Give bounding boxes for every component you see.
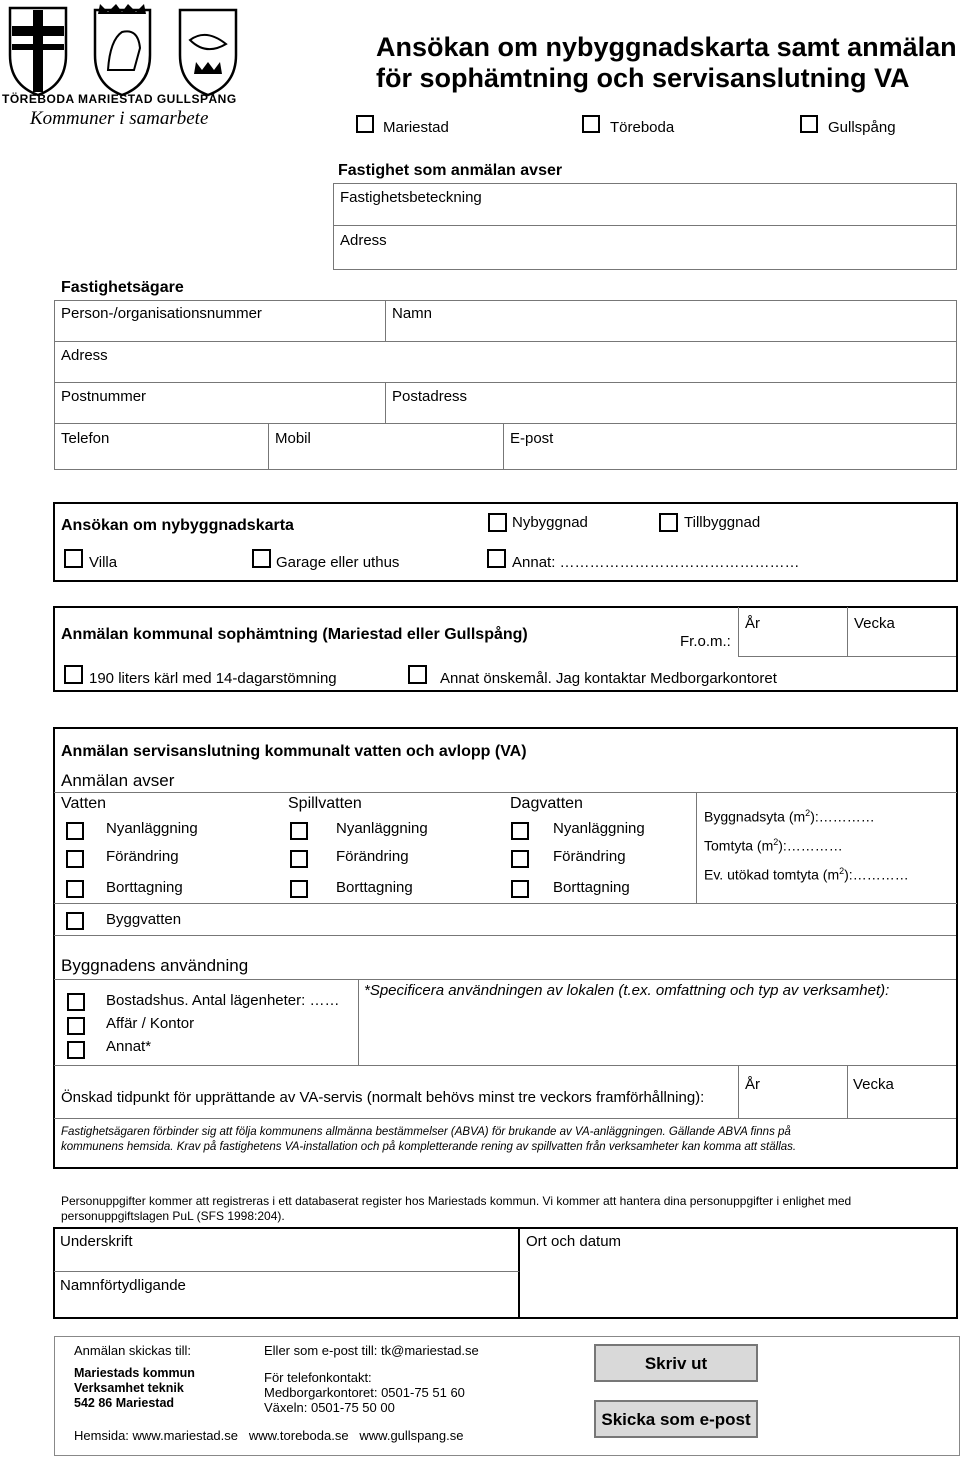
owner-postal-address-label: Postadress xyxy=(392,388,468,405)
send-to-label: Anmälan skickas till: xyxy=(74,1343,192,1358)
extended-plot-field[interactable] xyxy=(704,866,909,883)
desired-year-field[interactable] xyxy=(738,1066,848,1118)
building-area-sup: 2 xyxy=(805,808,811,818)
waste-option-190l-checkbox[interactable] xyxy=(64,665,83,684)
usage-shop-label: Affär / Kontor xyxy=(106,1015,195,1032)
owner-phone-label: Telefon xyxy=(61,430,110,447)
spillvatten-change-checkbox[interactable] xyxy=(290,850,308,868)
owner-email-label: E-post xyxy=(510,430,554,447)
property-address-field[interactable] xyxy=(333,225,957,270)
org-line-1: Mariestads kommun xyxy=(74,1366,195,1380)
name-clarification-label: Namnförtydligande xyxy=(60,1277,186,1294)
spillvatten-remove-checkbox[interactable] xyxy=(290,880,308,898)
usage-box xyxy=(54,979,956,980)
owner-name-field[interactable] xyxy=(385,300,957,342)
usage-shop-checkbox[interactable] xyxy=(67,1017,85,1035)
vatten-remove-label: Borttagning xyxy=(106,879,183,896)
waste-heading: Anmälan kommunal sophämtning (Mariestad eller Gullspång) xyxy=(61,626,528,643)
extension-checkbox[interactable] xyxy=(659,513,678,532)
owner-name-label: Namn xyxy=(392,305,433,322)
coat-of-arms-icon xyxy=(0,0,250,100)
title-line-1: Ansökan om nybyggnadskarta samt anmälan xyxy=(376,32,957,62)
spillvatten-new-checkbox[interactable] xyxy=(290,822,308,840)
signature-field[interactable] xyxy=(54,1228,520,1272)
va-column-title-spillvatten: Spillvatten xyxy=(288,795,362,812)
garage-checkbox[interactable] xyxy=(252,549,271,568)
org-address xyxy=(74,1366,195,1411)
logo-text: TÖREBODA MARIESTAD GULLSPÅNG xyxy=(2,92,237,106)
logo-subtitle: Kommuner i samarbete xyxy=(30,108,209,129)
usage-divider xyxy=(54,935,956,936)
building-area-field[interactable] xyxy=(704,808,875,825)
waste-option-other-label: Annat önskemål. Jag kontaktar Medborgarkontoret xyxy=(440,670,777,687)
gdpr-line-2: personuppgiftslagen PuL (SFS 1998:204). xyxy=(61,1209,285,1223)
building-area-label: Byggnadsyta (m xyxy=(704,808,806,825)
municipality-label-toreboda: Töreboda xyxy=(610,119,675,136)
owner-postcode-label: Postnummer xyxy=(61,388,147,405)
municipality-logos xyxy=(0,0,250,130)
extended-plot-label: Ev. utökad tomtyta (m xyxy=(704,866,840,883)
plot-area-field[interactable] xyxy=(704,837,843,854)
email-contact: Eller som e-post till: tk@mariestad.se xyxy=(264,1343,479,1358)
waste-option-other-checkbox[interactable] xyxy=(408,665,427,684)
map-application-heading: Ansökan om nybyggnadskarta xyxy=(61,517,294,534)
municipality-label-gullspang: Gullspång xyxy=(828,119,896,136)
villa-checkbox[interactable] xyxy=(64,549,83,568)
vatten-change-label: Förändring xyxy=(106,848,179,865)
owner-mobile-label: Mobil xyxy=(275,430,311,447)
property-heading: Fastighet som anmälan avser xyxy=(338,162,563,179)
other-checkbox[interactable] xyxy=(487,549,506,568)
phone-contact xyxy=(264,1370,465,1415)
property-designation-field[interactable] xyxy=(333,183,957,226)
waste-from-label: Fr.o.m.: xyxy=(680,633,731,650)
waste-option-190l-label: 190 liters kärl med 14-dagarstömning xyxy=(89,670,337,687)
org-line-2: Verksamhet teknik xyxy=(74,1381,184,1395)
usage-other-checkbox[interactable] xyxy=(67,1041,85,1059)
waste-week-label: Vecka xyxy=(854,615,895,632)
plot-area-dots: ):………… xyxy=(778,837,843,854)
owner-heading: Fastighetsägare xyxy=(61,279,184,296)
usage-heading: Byggnadens användning xyxy=(61,956,249,975)
waste-year-label: År xyxy=(745,615,760,632)
municipality-label-mariestad: Mariestad xyxy=(383,119,449,136)
plot-area-label: Tomtyta (m xyxy=(704,837,774,854)
vatten-new-label: Nyanläggning xyxy=(106,820,198,837)
other-label: Annat: ………………………………………… xyxy=(512,554,800,571)
usage-specify-field[interactable]: *Specificera användningen av lokalen (t.ex. omfattning och typ av verksamhet): xyxy=(364,982,890,999)
org-line-3: 542 86 Mariestad xyxy=(74,1396,175,1410)
print-button[interactable]: Skriv ut xyxy=(594,1344,758,1382)
property-address-label: Adress xyxy=(340,232,387,249)
garage-label: Garage eller uthus xyxy=(276,554,400,571)
signature-label: Underskrift xyxy=(60,1233,133,1250)
terms-line-2: kommunens hemsida. Krav på fastighetens VA-installation och på kompletterande rening av spillvatten från verksamheter kan komma att ställas. xyxy=(61,1141,797,1153)
dagvatten-remove-checkbox[interactable] xyxy=(511,880,529,898)
owner-postcode-field[interactable] xyxy=(54,382,386,424)
dagvatten-new-label: Nyanläggning xyxy=(553,820,645,837)
owner-mobile-field[interactable] xyxy=(268,423,504,470)
new-building-label: Nybyggnad xyxy=(512,514,588,531)
owner-id-label: Person-/organisationsnummer xyxy=(61,305,262,322)
construction-water-checkbox[interactable] xyxy=(66,912,84,930)
owner-email-field[interactable] xyxy=(503,423,957,470)
email-button[interactable]: Skicka som e-post xyxy=(594,1400,758,1438)
gdpr-text xyxy=(61,1194,851,1224)
usage-residential-label: Bostadshus. Antal lägenheter: …… xyxy=(106,992,340,1009)
terms-divider xyxy=(54,1118,956,1119)
desired-time-label: Önskad tidpunkt för upprättande av VA-servis (normalt behövs minst tre veckors framförhållning): xyxy=(61,1089,705,1106)
usage-residential-checkbox[interactable] xyxy=(67,993,85,1011)
gdpr-line-1: Personuppgifter kommer att registreras i ett databaserat register hos Mariestads kommun. Vi kommer att hantera dina personuppgifter i enlighet med xyxy=(61,1194,852,1208)
owner-postal-address-field[interactable] xyxy=(385,382,957,424)
owner-phone-field[interactable] xyxy=(54,423,269,470)
dagvatten-change-label: Förändring xyxy=(553,848,626,865)
desired-week-label: Vecka xyxy=(853,1076,894,1093)
place-date-field[interactable] xyxy=(520,1228,956,1272)
va-heading: Anmälan servisanslutning kommunalt vatten och avlopp (VA) xyxy=(61,743,527,760)
dagvatten-new-checkbox[interactable] xyxy=(511,822,529,840)
vatten-remove-checkbox[interactable] xyxy=(66,880,84,898)
extended-plot-sup: 2 xyxy=(839,866,845,876)
construction-water-row xyxy=(54,903,956,904)
usage-options-divider xyxy=(358,979,359,1065)
waste-year-field[interactable] xyxy=(738,607,848,657)
building-area-dots: ):………… xyxy=(810,808,875,825)
property-designation-label: Fastighetsbeteckning xyxy=(340,189,482,206)
spillvatten-new-label: Nyanläggning xyxy=(336,820,428,837)
desired-week-field[interactable] xyxy=(848,1066,956,1118)
va-subheading: Anmälan avser xyxy=(61,771,175,790)
phone-line-2: Växeln: 0501-75 50 00 xyxy=(264,1400,395,1415)
plot-area-sup: 2 xyxy=(773,837,779,847)
construction-water-label: Byggvatten xyxy=(106,911,182,928)
owner-address-label: Adress xyxy=(61,347,108,364)
vatten-change-checkbox[interactable] xyxy=(66,850,84,868)
terms-line-1: Fastighetsägaren förbinder sig att följa kommunens allmänna bestämmelser (ABVA) för brukande av VA-anläggningen. Gällande ABVA finns på xyxy=(61,1126,791,1138)
terms-text xyxy=(61,1125,796,1155)
spillvatten-remove-label: Borttagning xyxy=(336,879,413,896)
title-line-2: för sophämtning och servisanslutning VA xyxy=(376,63,910,93)
extended-plot-dots: ):………… xyxy=(844,866,909,883)
phone-line-1: Medborgarkontoret: 0501-75 51 60 xyxy=(264,1385,465,1400)
villa-label: Villa xyxy=(89,554,118,571)
phone-heading: För telefonkontakt: xyxy=(264,1370,372,1385)
va-column-title-vatten: Vatten xyxy=(61,795,107,812)
desired-year-label: År xyxy=(745,1076,760,1093)
spillvatten-change-label: Förändring xyxy=(336,848,409,865)
dagvatten-change-checkbox[interactable] xyxy=(511,850,529,868)
waste-week-field[interactable] xyxy=(847,607,956,657)
usage-other-label: Annat* xyxy=(106,1038,152,1055)
municipality-checkbox-toreboda[interactable] xyxy=(582,115,600,133)
municipality-checkbox-gullspang[interactable] xyxy=(800,115,818,133)
municipality-checkbox-mariestad[interactable] xyxy=(356,115,374,133)
owner-id-field[interactable] xyxy=(54,300,386,342)
va-column-title-dagvatten: Dagvatten xyxy=(510,795,583,812)
vatten-new-checkbox[interactable] xyxy=(66,822,84,840)
extension-label: Tillbyggnad xyxy=(684,514,761,531)
new-building-checkbox[interactable] xyxy=(488,513,507,532)
owner-address-field[interactable] xyxy=(54,341,957,383)
name-clarification-field[interactable] xyxy=(54,1272,520,1318)
place-date-label: Ort och datum xyxy=(526,1233,622,1250)
page-title xyxy=(376,32,957,94)
websites: Hemsida: www.mariestad.se www.toreboda.se www.gullspang.se xyxy=(74,1428,464,1443)
dagvatten-remove-label: Borttagning xyxy=(553,879,630,896)
